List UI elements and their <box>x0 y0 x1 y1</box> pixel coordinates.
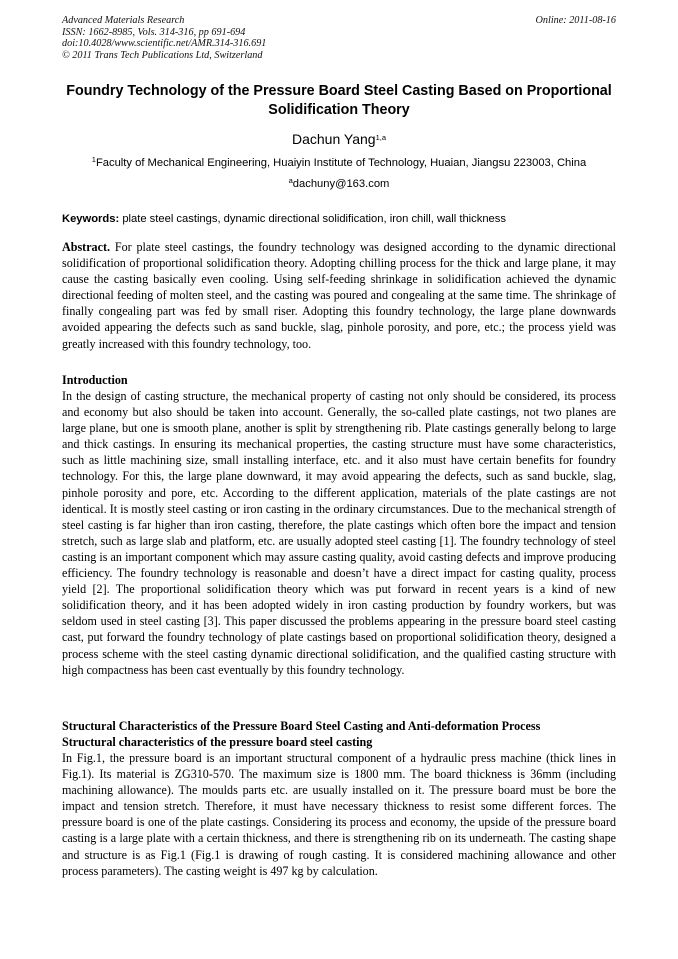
introduction-paragraph: In the design of casting structure, the mechanical property of casting not only should be considered, its process and economy but also should be taken into account. Generally, the so-called plate castings, not two planes are large plane, but one is smooth plane, another is split by strengthening rib. Plate castings generally belong to large and thick castings. In ensuring its mechanical properties, the casting structure must have some characteristics, such as little machining size, small installing interface, etc. and it also must have certain benefits for foundry technology. For this, the large plane downward, it may avoid appearing the defects, such as sand buckle, slag, pinhole porosity and pore, etc. According to the different application, materials of the plate castings are not identical. It is mostly steel casting or iron casting in the ordinary circumstances. Due to the mechanical strength of steel casting is far higher than iron casting, therefore, the plate castings which often bore the impact and tension stretch, such as large slab and platform, etc. are usually adopted steel casting [1]. The foundry technology of steel casting is an important component which may assure casting quality, avoid casting defects and improve producing efficiency. The foundry technology is reasonable and doesn’t have a direct impact for casting quality, process yield [2]. The proportional solidification theory which was put forward in recent years is a kind of new solidification theory, and it has been adopted widely in iron casting production by foundry workers, but was seldom used in steel casting [3]. This paper discussed the problems appearing in the pressure board steel casting cast, put forward the foundry technology of plate castings based on proportional solidification theory, designed a process scheme with the steel casting dynamic directional solidification, and the qualified casting structure with high compactness has been cast eventually by this foundry technology. <box>62 389 616 677</box>
keywords-line <box>62 213 616 225</box>
abstract-text: For plate steel castings, the foundry technology was designed according to the dynamic directional solidification of proportional solidification theory. Adopting chilling process for the thick and large plane, it may cause the casting basically even cooling. Using self-feeding shrinkage in solidification achieved the dynamic directional feeding of molten steel, and the casting was poured and congealing at the same time. The shrinkage of finally congealing part was fed by small riser. Adopting this foundry technology, the large plane downwards avoided appearing the defects such as sand buckle, slag, pinhole porosity, and pore, etc.; the process yield was greatly increased with this foundry technology, too. <box>62 240 616 351</box>
affiliation-superscript: 1 <box>91 155 96 164</box>
keywords-text: plate steel castings, dynamic directional solidification, iron chill, wall thickness <box>122 213 506 225</box>
author-superscript: 1,a <box>375 133 386 142</box>
journal-header <box>62 15 616 61</box>
affiliation-line <box>62 157 616 169</box>
affiliation-text: Faculty of Mechanical Engineering, Huaiyin Institute of Technology, Huaian, Jiangsu 223003, China <box>95 157 587 169</box>
email-superscript: a <box>288 176 293 185</box>
author-line <box>62 131 616 147</box>
subsection-heading: Structural characteristics of the pressure board steel casting <box>62 735 373 749</box>
email-address: dachuny@163.com <box>292 178 390 190</box>
abstract-paragraph <box>62 239 616 352</box>
structure-paragraph: In Fig.1, the pressure board is an important structural component of a hydraulic press machine (thick lines in Fig.1). Its material is ZG310-570. The maximum size is 1800 mm. The board thickness is 36mm (including machining allowance). The moulds parts etc. are usually installed on it. The pressure board must be bore the impact and tension stretch. Therefore, it must have necessary thickness to resist some different forces. The pressure board is one of the plate castings. Considering its process and economy, the upside of the pressure board casting is a large plate with a certain thickness, and there is strengthening rib on its underneath. The casting shape and structure is as Fig.1 (Fig.1 is drawing of rough casting. It is considered machining allowance and other process parameters). The casting weight is 497 kg by calculation. <box>62 751 616 878</box>
email-line <box>62 178 616 190</box>
keywords-label: Keywords: <box>62 213 120 225</box>
doi-line: doi:10.4028/www.scientific.net/AMR.314-316.691 <box>62 38 267 50</box>
online-date: Online: 2011-08-16 <box>535 15 616 26</box>
copyright-line: © 2011 Trans Tech Publications Ltd, Switzerland <box>62 49 263 61</box>
section-heading: Structural Characteristics of the Pressure Board Steel Casting and Anti-deformation Process <box>62 719 541 733</box>
paper-title: Foundry Technology of the Pressure Board Steel Casting Based on Proportional Solidification Theory <box>66 83 612 118</box>
author-name: Dachun Yang <box>292 131 376 147</box>
journal-name: Advanced Materials Research <box>62 15 185 26</box>
issn-line: ISSN: 1662-8985, Vols. 314-316, pp 691-694 <box>62 26 246 38</box>
abstract-label: Abstract. <box>62 240 111 254</box>
introduction-heading: Introduction <box>62 373 128 387</box>
